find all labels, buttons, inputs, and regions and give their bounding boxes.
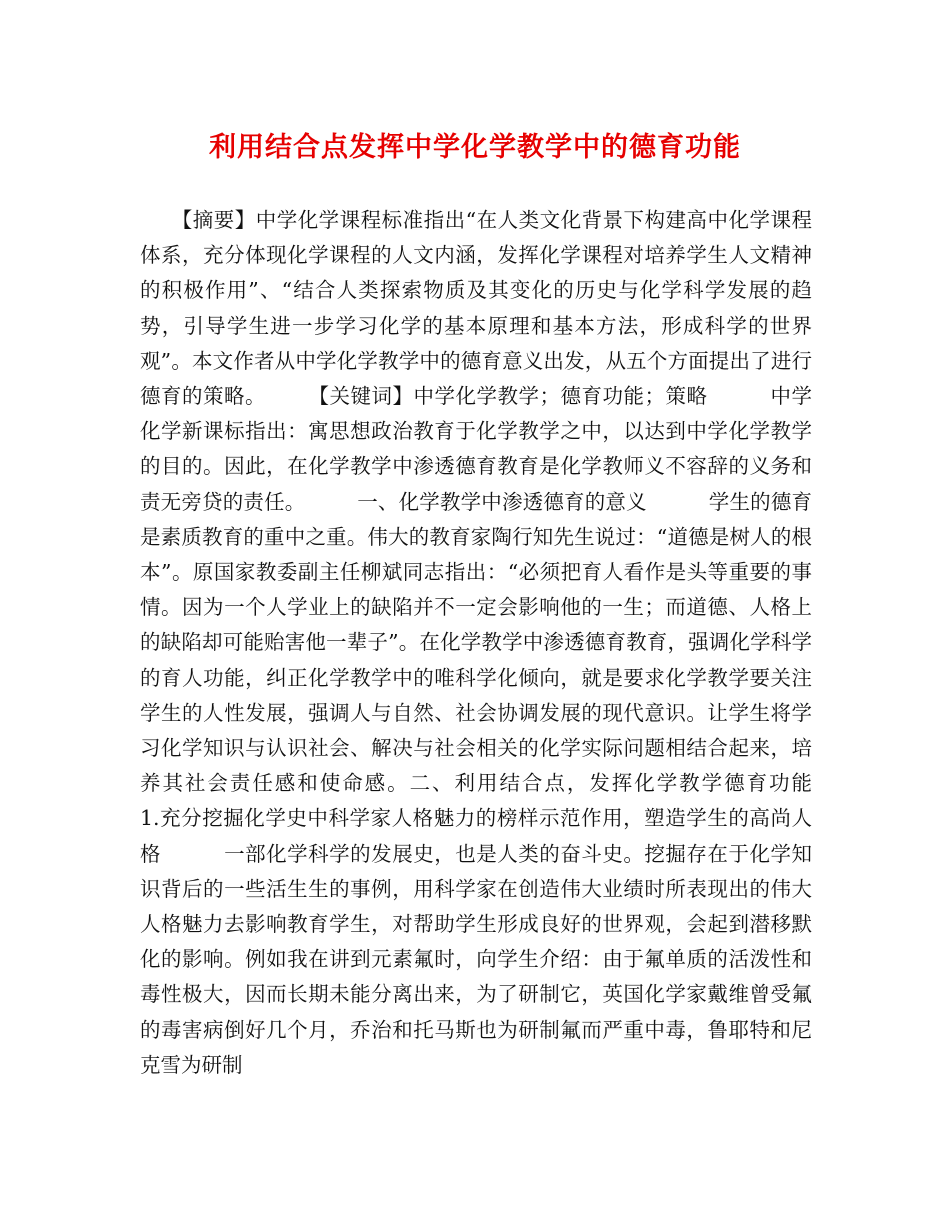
document-body: 【摘要】中学化学课程标准指出“在人类文化背景下构建高中化学课程体系，充分体现化学课程的人文内涵，发挥化学课程对培养学生人文精神的积极作用”、“结合人类探索物质及其变化的历史与化学科学发展的趋势，引导学生进一步学习化学的基本原理和基本方法，形成科学的世界观”。本文作者从中学化学教学中的德育意义出发，从五个方面提出了进行德育的策略。 【关键词】中学化学教学；德育功能；策略 中学化学新课标指出：寓思想政治教育于化学教学之中，以达到中学化学教学的目的。因此，在化学教学中渗透德育教育是化学教师义不容辞的义务和责无旁贷的责任。 一、化学教学中渗透德育的意义 学生的德育是素质教育的重中之重。伟大的教育家陶行知先生说过：“道德是树人的根本”。原国家教委副主任柳斌同志指出：“必须把育人看作是头等重要的事情。因为一个人学业上的缺陷并不一定会影响他的一生；而道德、人格上的缺陷却可能贻害他一辈子”。在化学教学中渗透德育教育，强调化学科学的育人功能，纠正化学教学中的唯科学化倾向，就是要求化学教学要关注学生的人性发展，强调人与自然、社会协调发展的现代意识。让学生将学习化学知识与认识社会、解决与社会相关的化学实际问题相结合起来，培养其社会责任感和使命感。二、利用结合点，发挥化学教学德育功能 1.充分挖掘化学史中科学家人格魅力的榜样示范作用，塑造学生的高尚人格 一部化学科学的发展史，也是人类的奋斗史。挖掘存在于化学知识背后的一些活生生的事例，用科学家在创造伟大业绩时所表现出的伟大人格魅力去影响教育学生，对帮助学生形成良好的世界观，会起到潜移默化的影响。例如我在讲到元素氟时，向学生介绍：由于氟单质的活泼性和毒性极大，因而长期未能分离出来，为了研制它，英国化学家戴维曾受氟的毒害病倒好几个月，乔治和托马斯也为研制氟而严重中毒，鲁耶特和尼克雪为研制 bbox=[140, 208, 874, 1077]
document-title: 利用结合点发挥中学化学教学中的德育功能 bbox=[209, 132, 741, 163]
